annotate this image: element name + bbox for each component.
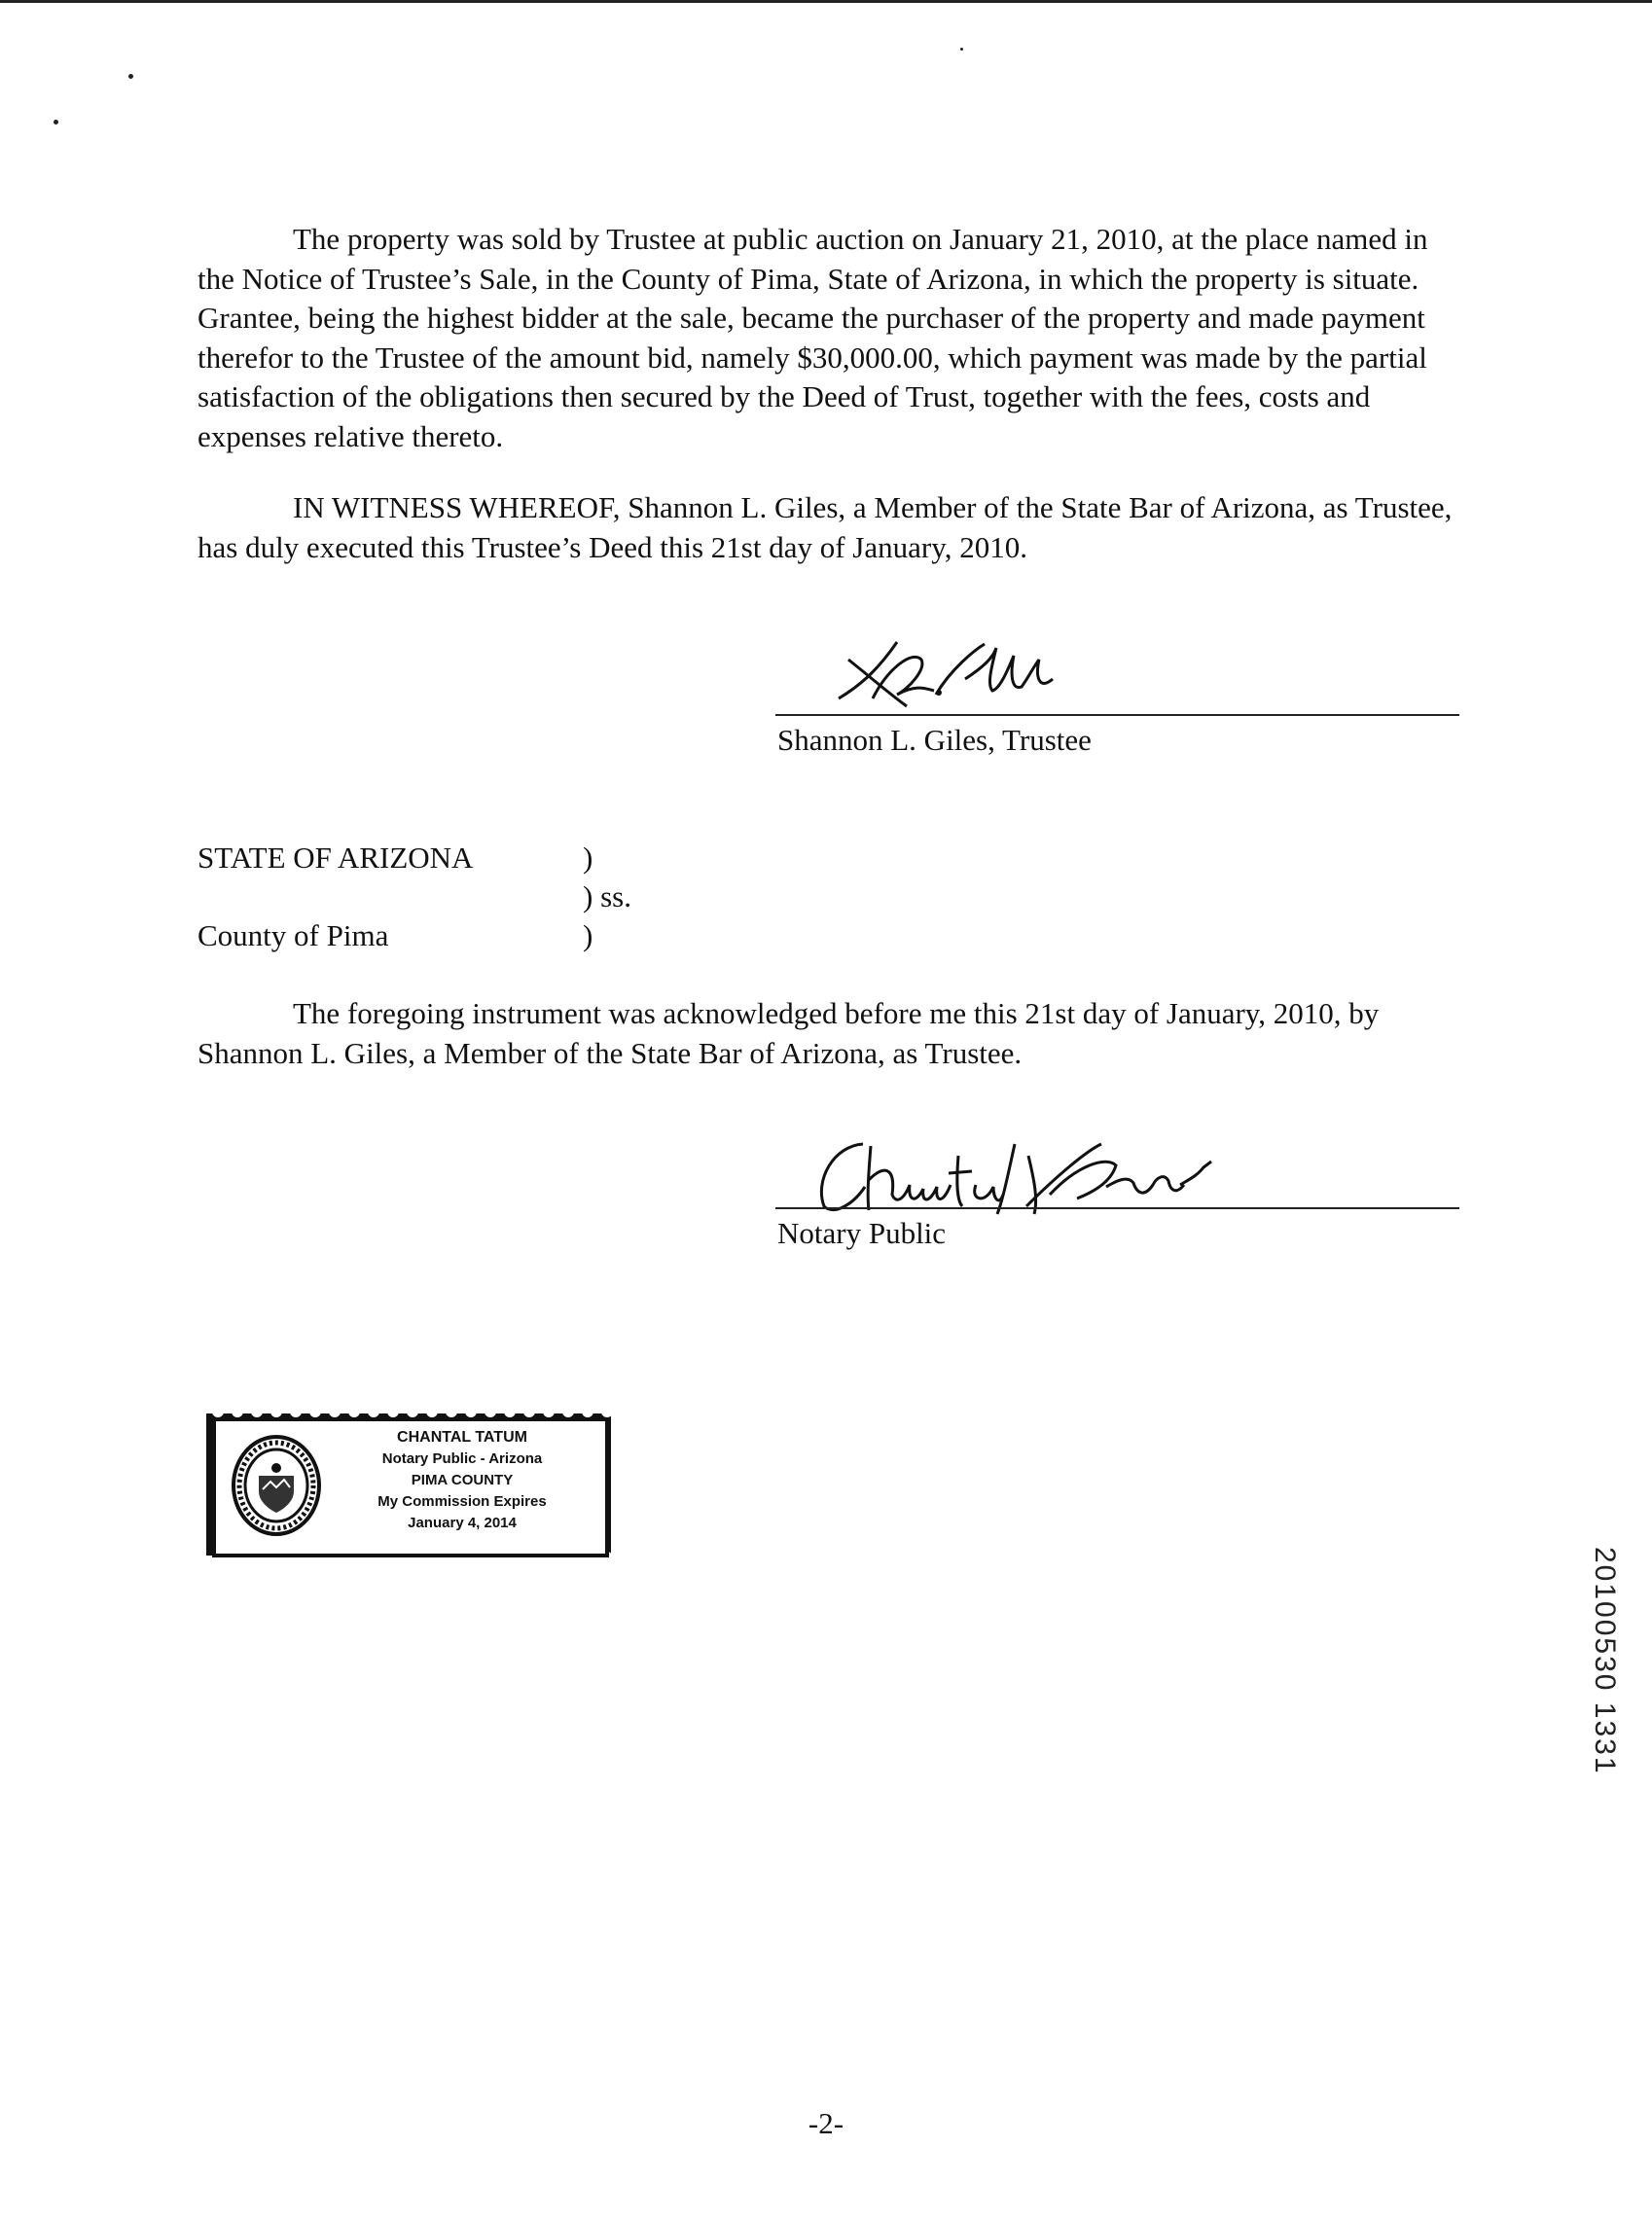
venue-state: STATE OF ARIZONA [198, 841, 474, 875]
stamp-expiry-date: January 4, 2014 [408, 1515, 517, 1531]
venue-row-ss [198, 877, 684, 916]
trustee-signature [819, 630, 1072, 713]
notary-signature-block [775, 1119, 1459, 1265]
arizona-seal-icon [230, 1433, 323, 1538]
scan-speck [128, 74, 133, 79]
sale-paragraph-text: The property was sold by Trustee at public auction on January 21, 2010, at the place named in the Notice of Trustee’s Sale, in the County of Pima, State of Arizona, in which the property is situate. Grantee, being the highest bidder at the sale, became the purchaser of the property and made payment therefor to the Trustee of the amount bid, namely $30,000.00, which payment was made by the partial satisfaction of the obligations then secured by the Deed of Trust, together with the fees, costs and expenses relative thereto. [198, 222, 1428, 453]
notary-signature-line [775, 1207, 1459, 1209]
trustee-signature-block [775, 630, 1459, 767]
venue-row-state [198, 839, 684, 877]
acknowledgment-paragraph-text: The foregoing instrument was acknowledged before me this 21st day of January, 2010, by Shannon L. Giles, a Member of the State Bar of Arizona, as Trustee. [198, 996, 1380, 1070]
notary-signature [795, 1127, 1252, 1219]
page-number: -2- [808, 2106, 844, 2140]
acknowledgment-paragraph [198, 994, 1453, 1073]
stamp-notary-name: CHANTAL TATUM [397, 1429, 527, 1446]
venue-paren: ) [583, 918, 593, 952]
venue-ss: ) ss. [583, 879, 631, 913]
stamp-county: PIMA COUNTY [411, 1472, 514, 1488]
scan-speck [960, 48, 963, 51]
scan-speck [54, 120, 58, 125]
recording-number-text: 20100530 1331 [1589, 1547, 1621, 1775]
trustee-signature-caption: Shannon L. Giles, Trustee [777, 723, 1092, 757]
stamp-commission-label: My Commission Expires [377, 1493, 547, 1510]
notary-signature-caption: Notary Public [777, 1216, 947, 1250]
notary-stamp [202, 1408, 615, 1561]
stamp-notary-title: Notary Public - Arizona [381, 1450, 543, 1467]
scan-top-edge [0, 0, 1652, 3]
venue-county: County of Pima [198, 918, 389, 952]
stamp-body [212, 1417, 609, 1557]
stamp-text [331, 1427, 593, 1534]
witness-paragraph [198, 488, 1453, 567]
venue-block [198, 839, 684, 955]
venue-paren: ) [583, 841, 593, 875]
sale-paragraph [198, 220, 1453, 456]
recording-number [1589, 1547, 1631, 1800]
venue-row-county [198, 916, 684, 955]
trustee-signature-line [775, 714, 1459, 716]
witness-paragraph-text: IN WITNESS WHEREOF, Shannon L. Giles, a Member of the State Bar of Arizona, as Trustee, has duly executed this Trustee’s Deed this 21st day of January, 2010. [198, 490, 1453, 564]
